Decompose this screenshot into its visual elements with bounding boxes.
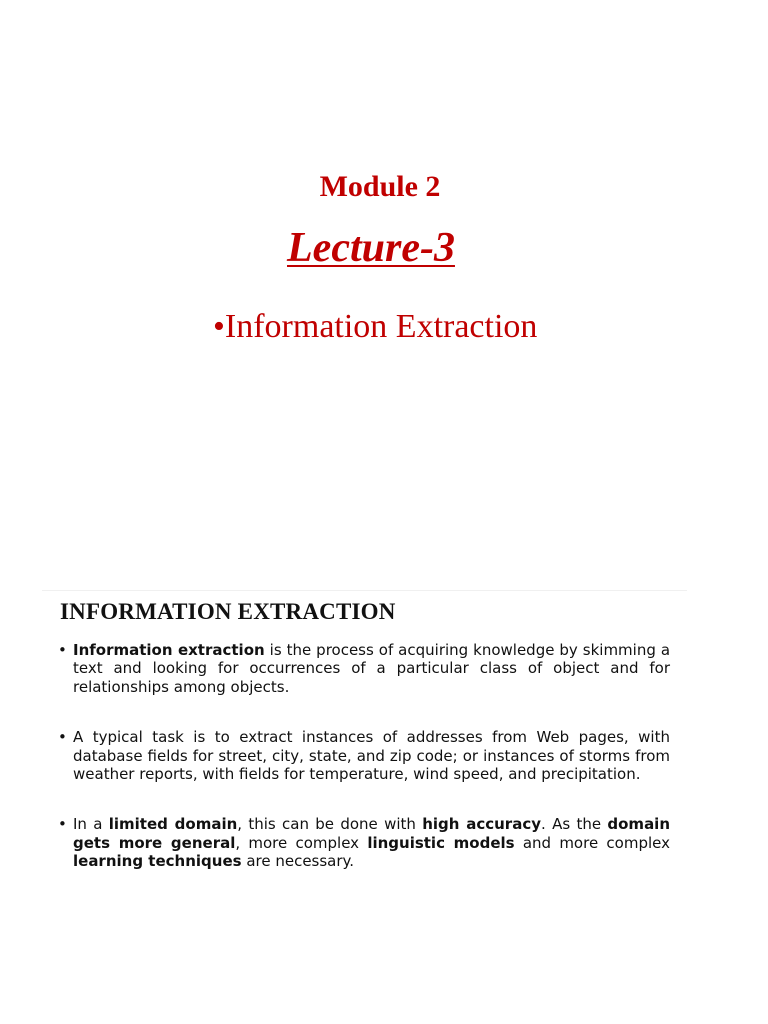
bullet-text: , more complex [235, 833, 368, 852]
topic-item [213, 308, 537, 346]
topic-bullet: • [213, 308, 225, 345]
term-domain-general: domain gets more general [73, 815, 671, 852]
module-title: Module 2 [319, 170, 441, 203]
term-information-extraction: Information extraction [73, 641, 265, 659]
lecture-title: Lecture-3 [287, 225, 455, 271]
slide-heading: INFORMATION EXTRACTION [60, 599, 396, 624]
bullet-text: . As the [541, 815, 608, 834]
slide-bullet-definition [58, 641, 670, 696]
slide-bullet-domain [58, 815, 670, 870]
bullet-text: are necessary. [241, 852, 355, 871]
bullet-text: A typical task is to extract instances of addresses from Web pages, with database fields for street, city, state, and zip code; or instances of storms from weather reports, with fields for temperature, wind speed, and precipitation. [73, 728, 670, 784]
term-limited-domain: limited domain [108, 815, 238, 834]
term-high-accuracy: high accuracy [422, 815, 541, 834]
topic-label: Information Extraction [224, 308, 538, 345]
embedded-slide [42, 590, 687, 901]
slide-bullet-typical-task [58, 728, 670, 783]
term-learning-techniques: learning techniques [73, 852, 242, 871]
term-linguistic-models: linguistic models [367, 833, 515, 852]
bullet-text: , this can be done with [237, 815, 423, 834]
bullet-text: is the process of acquiring knowledge by skimming a text and looking for occurrences of a particular class of object and for relationships among objects. [73, 641, 671, 696]
slide-bullet-list [58, 641, 670, 903]
bullet-text: and more complex [514, 833, 670, 852]
bullet-text: In a [73, 815, 109, 834]
